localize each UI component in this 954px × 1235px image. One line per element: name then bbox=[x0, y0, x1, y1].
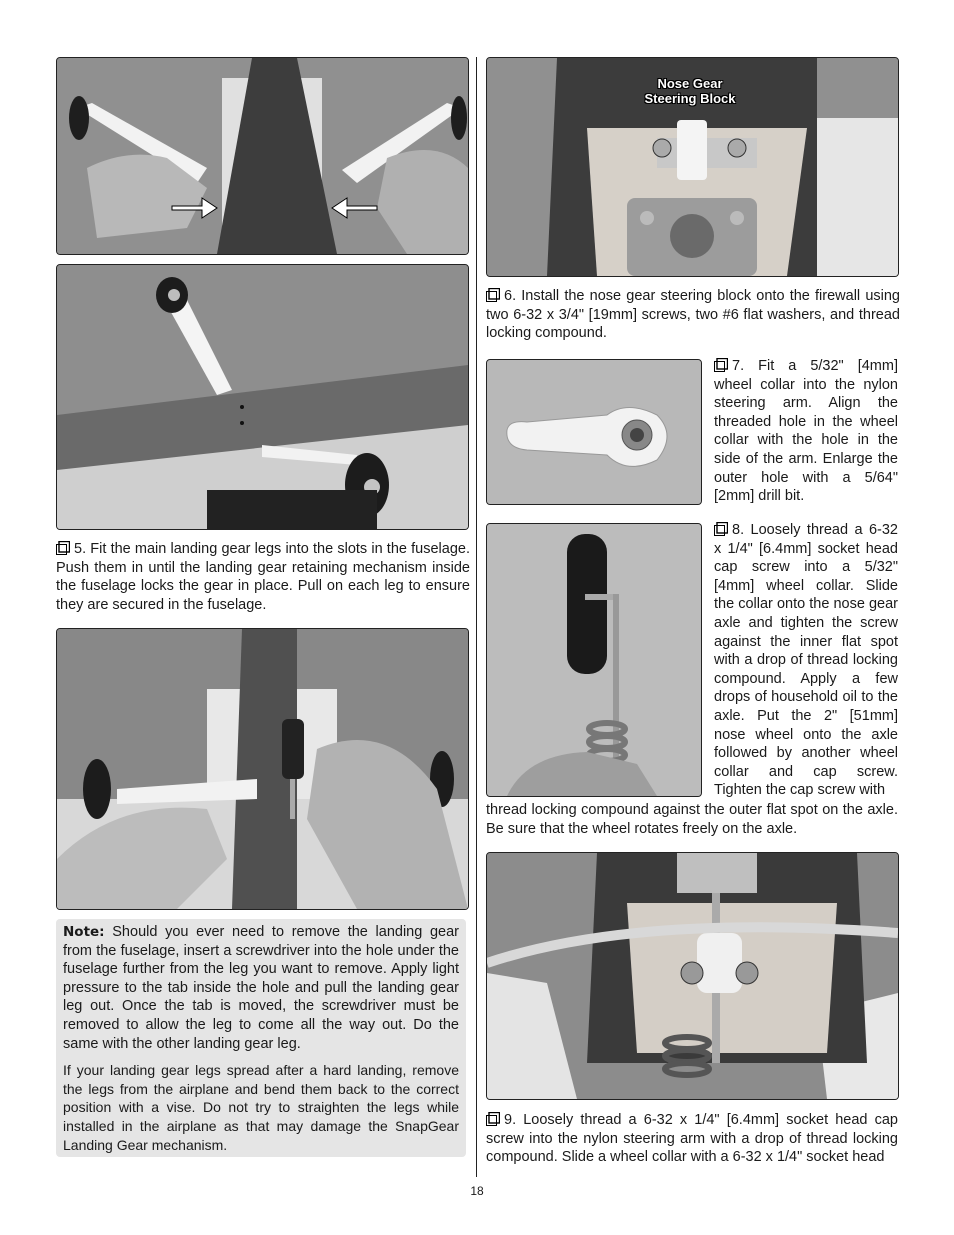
column-divider bbox=[476, 57, 477, 1177]
step-8-label-part-1: 8. Loosely thread a 6-32 x 1/4" [6.4mm] socket head cap screw into a 5/32" [4mm] wheel collar. Slide the collar onto the nose gear axle and tighten the screw against the inner flat spot with a drop of thread locking compound. Apply a few drops of household oil to the axle. Put the 2" [51mm] nose wheel onto the axle followed by another wheel collar and cap screw. Tighten the cap screw with bbox=[714, 522, 898, 799]
checkbox-icon[interactable] bbox=[56, 541, 70, 555]
note-body-2: If your landing gear legs spread after a hard landing, remove the legs from the airplane and bend them back to the correct position with a vise. Do not try to straighten the legs while installed in the airplane as that may damage the SnapGear Landing Gear mechanism. bbox=[63, 1062, 459, 1153]
step-5-label: 5. Fit the main landing gear legs into the slots in the fuselage. Push them in until the landing gear retaining mechanism inside the fuselage locks the gear in place. Pull on each leg to ensure they are secured in the fuselage. bbox=[56, 541, 470, 613]
step-8-text-continued bbox=[486, 801, 898, 838]
page-number: 18 bbox=[470, 1184, 484, 1198]
step-7-label: 7. Fit a 5/32" [4mm] wheel collar into the nylon steering arm. Align the threaded hole in the wheel collar with the hole in the side of the arm. Enlarge the outer hole with a 5/64" [2mm] drill bit. bbox=[714, 358, 898, 505]
note-body-1: Should you ever need to remove the landing gear from the fuselage, insert a screwdriver into the hole under the fuselage further from the leg you want to remove. Apply light pressure to the tab inside the hole and pull the landing gear leg out. Once the tab is moved, the screwdriver must be removed to allow the leg to come all the way out. Do the same with the other landing gear leg. bbox=[63, 924, 459, 1052]
nose-gear-label bbox=[620, 76, 760, 106]
photo-nose-gear-installed bbox=[486, 852, 899, 1100]
checkbox-icon[interactable] bbox=[714, 358, 728, 372]
step-7-text bbox=[714, 357, 898, 506]
checkbox-icon[interactable] bbox=[486, 1112, 500, 1126]
photo-main-gear-insert bbox=[56, 57, 469, 255]
nose-gear-label-line-1: Nose Gear bbox=[657, 76, 723, 91]
photo-nose-wheel-strut bbox=[486, 523, 702, 797]
photo-gear-removal-screwdriver bbox=[56, 628, 469, 910]
step-6-text bbox=[486, 287, 900, 343]
photo-main-gear-installed bbox=[56, 264, 469, 530]
checkbox-icon[interactable] bbox=[714, 522, 728, 536]
photo-steering-arm bbox=[486, 359, 702, 505]
step-8-label-part-2: thread locking compound against the outer flat spot on the axle. Be sure that the wheel rotates freely on the axle. bbox=[486, 802, 898, 837]
step-8-text bbox=[714, 521, 898, 800]
step-9-text bbox=[486, 1111, 898, 1167]
note-heading: Note: bbox=[63, 924, 105, 940]
note-box bbox=[56, 919, 466, 1157]
step-9-label: 9. Loosely thread a 6-32 x 1/4" [6.4mm] socket head cap screw into the nylon steering arm with a drop of thread locking compound. Slide a wheel collar with a 6-32 x 1/4" socket head bbox=[486, 1112, 898, 1166]
step-5-text bbox=[56, 540, 470, 614]
nose-gear-label-line-2: Steering Block bbox=[644, 91, 736, 106]
checkbox-icon[interactable] bbox=[486, 288, 500, 302]
step-6-label: 6. Install the nose gear steering block onto the firewall using two 6-32 x 3/4" [19mm] screws, two #6 flat washers, and thread locking compound. bbox=[486, 288, 900, 342]
